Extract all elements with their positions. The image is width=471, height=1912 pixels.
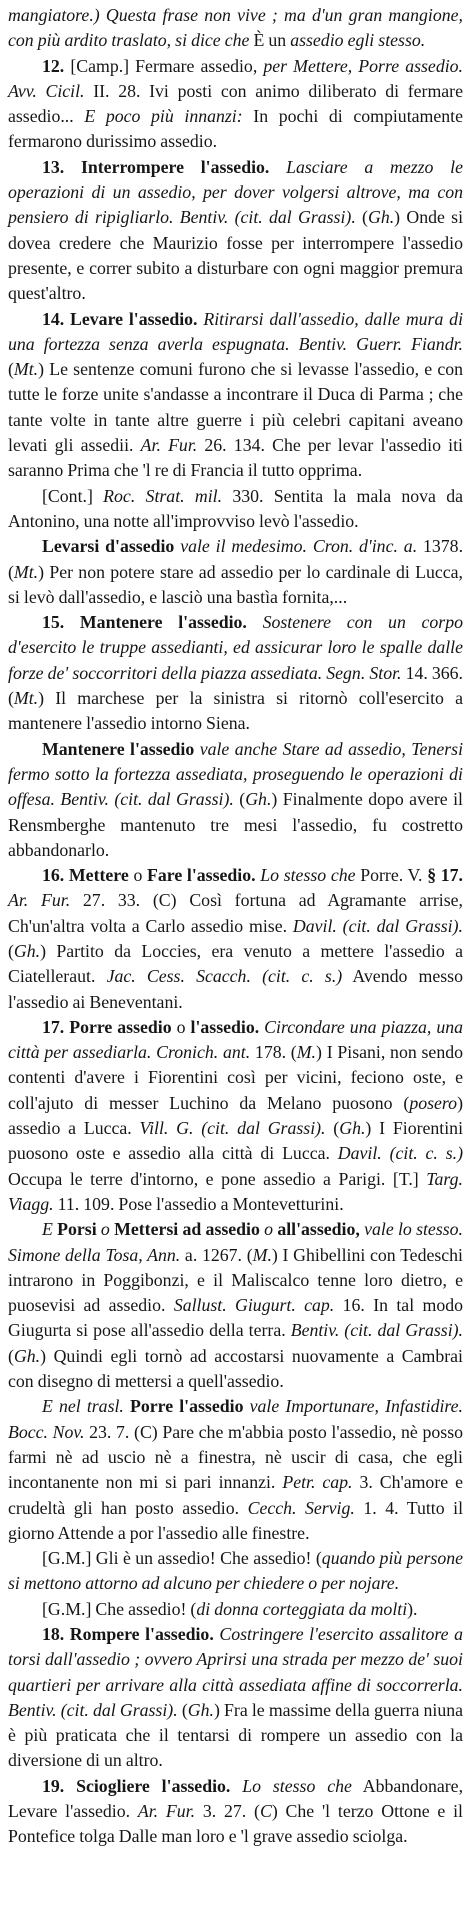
italic-text: Davil. (cit. dal Grassi). <box>292 915 463 936</box>
body-text: II. 28. Ivi posti con animo diliberato di fermare assedio... <box>8 80 463 127</box>
headword-text: 19. Sciogliere l'assedio. <box>42 1775 231 1796</box>
body-text: Avendo messo l'assedio ai Beneventani. <box>8 966 463 1012</box>
body-text: ( <box>233 789 246 810</box>
para-sense-16 <box>8 863 463 1015</box>
italic-text: E <box>42 1219 53 1240</box>
body-text: ) Quindi egli tornò ad accostarsi nuovamente a Cambrai con disegno di mettersi a quell'assedio. <box>8 1345 463 1392</box>
body-text: ) I Fiorentini puosono oste e assedio alla città di Lucca. <box>8 1118 464 1164</box>
italic-text: Ar. Fur. <box>8 890 71 911</box>
italic-text: Ar. Fur. <box>140 435 198 456</box>
body-text: ( <box>325 1118 340 1139</box>
para-gm-che-assedio <box>8 1597 463 1622</box>
para-porsi-o-mettersi <box>8 1217 463 1394</box>
body-text: 330. Sentita la mala nova da Antonino, una notte all'improvviso levò l'assedio. <box>8 485 464 531</box>
italic-text: Mt. <box>13 561 39 582</box>
headword-text: Porre l'assedio <box>130 1396 244 1417</box>
body-text: 3. Ch'amore e crudeltà gli han posto assedio. <box>8 1472 463 1518</box>
body-text: ) Onde si dovea credere che Maurizio fosse per interrompere l'assedio presente, e correr subito a disturbare con ogni maggior premura quest'altro. <box>8 207 464 304</box>
italic-text: Gh. <box>13 1345 41 1366</box>
para-levarsi-d-assedio <box>8 534 463 610</box>
body-text: ) I Ghibellini con Tedeschi intrarono in Poggibonzi, e il Maliscalco tenne loro dietro, e puosevisi ad assedio. <box>8 1244 464 1316</box>
italic-text: Gh. <box>245 789 272 810</box>
para-sense-19 <box>8 1774 463 1850</box>
body-text: ) Partito da Loccies, era venuto a mettere l'assedio a Ciatelleraut. <box>8 940 463 987</box>
italic-text: Circondare una piazza, una città per assediarla. Cronich. ant. <box>8 1016 463 1063</box>
headword-text: 17. Porre assedio <box>42 1016 172 1037</box>
headword-text: Levarsi d'assedio <box>42 536 175 557</box>
body-text: [G.M.] Che assedio! ( <box>42 1598 197 1619</box>
body-text: ) Che 'l terzo Ottone e il Pontefice tolga Dalle man loro e 'l grave assedio sciolga. <box>8 1801 463 1847</box>
italic-text: Lo stesso che <box>242 1775 352 1796</box>
body-text: 16. In tal modo Giugurta si pose all'assedio della terra. <box>8 1295 463 1341</box>
body-text: 178. ( <box>250 1042 297 1063</box>
body-text: 27. 33. (C) Così fortuna ad Agramante arrise, Ch'un'altra volta a Carlo assedio mise. <box>8 890 463 936</box>
body-text: ). <box>407 1598 418 1619</box>
body-text: o <box>128 865 148 886</box>
body-text: [Cont.] <box>42 485 104 506</box>
italic-text: Jac. Cess. Scacch. (cit. c. s.) <box>106 966 343 987</box>
italic-text: per Mettere, Porre assedio. Avv. Cicil. <box>8 55 463 101</box>
italic-text: Ar. Fur. <box>137 1801 196 1822</box>
italic-text: mangiatore.) Questa frase non vive ; ma d'un gran mangione, con più ardito traslato, si dice che <box>8 5 463 51</box>
body-text: 11. 109. Pose l'assedio a Montevetturini. <box>53 1193 344 1214</box>
italic-text: Targ. Viagg. <box>8 1168 463 1214</box>
body-text: Abbandonare, Levare l'assedio. <box>8 1775 464 1822</box>
headword-text: 12. <box>42 55 65 76</box>
body-text: ) Finalmente dopo avere il Rensmberghe mantenuto tre mesi l'assedio, fu costretto abbandonarlo. <box>8 789 463 860</box>
body-text: a. 1267. ( <box>180 1244 253 1265</box>
body-text <box>230 1776 242 1796</box>
headword-text: 15. Mantenere l'assedio. <box>42 612 247 633</box>
body-text: ) I Pisani, non sendo contenti d'avere i Fiorentini così per vicini, feciono oste, e coll'ajuto di messer Luchino da Melano puosono ( <box>8 1042 463 1113</box>
italic-text: E poco più innanzi: <box>84 106 243 127</box>
body-text: ) Per non potere stare ad assedio per lo cardinale di Lucca, si levò dall'assedio, e lasciò una bastìa fornita,... <box>8 561 463 607</box>
para-mantenere-vale-anche <box>8 737 463 863</box>
headword-text: 13. Interrompere l'assedio. <box>42 156 270 177</box>
italic-text: Sallust. Giugurt. cap. <box>173 1295 335 1316</box>
italic-text: Roc. Strat. mil. <box>103 485 223 506</box>
italic-text: a. <box>403 536 418 557</box>
body-text: ( <box>177 1699 188 1720</box>
body-text: 14. 366. ( <box>8 662 464 709</box>
headword-text: Porsi <box>57 1219 97 1240</box>
italic-text: Gh. <box>13 940 41 961</box>
headword-text: 16. Mettere <box>42 865 129 886</box>
italic-text: Mt. <box>13 359 39 380</box>
italic-text: Gh. <box>339 1118 366 1139</box>
para-sense-15 <box>8 610 463 736</box>
italic-text: Gh. <box>187 1699 214 1720</box>
body-text: 1378. ( <box>8 536 464 582</box>
headword-text: § 17. <box>427 865 463 886</box>
italic-text: Ritirarsi dall'assedio, dalle mura di una fortezza senza averla espugnata. Bentiv. Guerr. Fiandr. <box>8 308 464 354</box>
italic-text: C <box>259 1801 272 1822</box>
body-text: ( <box>8 940 14 961</box>
italic-text: Gh. <box>367 207 395 228</box>
italic-text: Lasciare a mezzo le operazioni di un assedio, per dover volgersi altrove, ma con pensiero di ripigliarlo. Bentiv. (cit. dal Grassi). <box>8 156 463 228</box>
italic-text: Lo stesso che <box>260 865 356 886</box>
body-text <box>247 612 263 632</box>
italic-text: di donna corteggiata da molti <box>196 1598 408 1619</box>
italic-text: Davil. (cit. c. s.) <box>337 1143 463 1164</box>
headword-text: Mantenere l'assedio <box>42 738 195 759</box>
italic-text: Bentiv. (cit. dal Grassi). <box>290 1320 463 1341</box>
headword-text: Fare l'assedio. <box>147 865 256 886</box>
para-sense-13 <box>8 155 463 307</box>
italic-text: vale anche Stare ad assedio, Tenersi fermo sotto la fortezza assediata, proseguendo le operazioni di offesa. Bentiv. (cit. dal Grassi). <box>8 738 464 810</box>
para-sense-18 <box>8 1622 463 1774</box>
italic-text: Petr. cap. <box>282 1472 353 1493</box>
para-cont-roc-strat <box>8 484 463 535</box>
para-gm-gli-e-un-assedio <box>8 1546 463 1597</box>
italic-text: Mt. <box>13 688 39 709</box>
body-text: ( <box>8 359 14 380</box>
body-text: 23. 7. (C) Pare che m'abbia posto l'assedio, nè posso farmi nè ad uscio nè a finestra, nè uscir di casa, che egli incontanente non mi si pari innanzi. <box>8 1421 464 1493</box>
italic-text: vale lo stesso. Simone della Tosa, Ann. <box>8 1219 463 1265</box>
body-text: ( <box>355 207 368 228</box>
body-text: ) Il marchese per la sinistra si ritornò coll'esercito a mantenere l'assedio intorno Siena. <box>8 688 463 734</box>
body-text: In pochi di compiutamente fermarono durissimo assedio. <box>8 106 463 152</box>
italic-text: M. <box>296 1042 316 1063</box>
body-text: 1. 4. Tutto il giorno Attende a por l'assedio alle finestre. <box>8 1497 464 1543</box>
body-text: ( <box>8 1345 14 1366</box>
para-sense-17 <box>8 1015 463 1217</box>
body-text <box>269 157 286 177</box>
italic-text: Cecch. Servig. <box>247 1497 355 1518</box>
body-text: ) assedio a Lucca. <box>8 1092 463 1139</box>
body-text: Occupa le terre d'intorno, e pone assedio a Parigi. [T.] <box>8 1168 427 1189</box>
italic-text: posero <box>409 1092 458 1113</box>
body-text: ) Fra le massime della guerra niuna è più praticata che il tentarsi di rompere un assedio con la diversione di un altro. <box>8 1699 464 1771</box>
italic-text: vale Importunare, Infastidire. Bocc. Nov. <box>8 1396 463 1442</box>
italic-text: M. <box>252 1244 272 1265</box>
body-text: ) Le sentenze comuni furono che si levasse l'assedio, e con tutte le forze unite s'andasse a incontrare il Duca di Parma ; che tante volte in tante altre guerre i più celebri capitani aveano levati gli assedii. <box>8 359 463 456</box>
headword-text: l'assedio. <box>190 1016 260 1037</box>
body-text: 26. 134. Che per levar l'assedio iti saranno Prima che 'l re di Francia il tutto opprima. <box>8 435 463 481</box>
italic-text: Sostenere con un corpo d'esercito le truppe assedianti, ed assicurar loro le spalle dalle forze de' soccorritori della piazza assediata. Segn. Stor. <box>8 612 464 683</box>
italic-text: vale il medesimo. Cron. d'inc. <box>180 536 398 557</box>
italic-text: Costringere l'esercito assalitore a torsi dall'assedio ; ovvero Aprirsi una strada per mezzo de' suoi quartieri per arrivare alla città assediata affine di soccorrerla. Bentiv. (cit. dal Grassi). <box>8 1624 463 1720</box>
body-text: [G.M.] Gli è un assedio! Che assedio! ( <box>42 1548 322 1569</box>
headword-text: 14. Levare l'assedio. <box>42 308 198 329</box>
para-sense-12 <box>8 54 463 155</box>
body-text: Porre. V. <box>355 865 428 886</box>
italic-text: Vill. G. (cit. dal Grassi). <box>139 1118 326 1139</box>
italic-text: quando più persone si mettono attorno ad alcuno per chiedere o per nojare. <box>8 1548 463 1594</box>
headword-text: Mettersi ad assedio <box>114 1219 260 1240</box>
para-continuation-mangiatore <box>8 3 463 54</box>
body-text: o <box>171 1016 191 1037</box>
para-nel-trasl <box>8 1394 463 1546</box>
para-sense-14 <box>8 307 463 484</box>
italic-text: o <box>100 1219 110 1240</box>
body-text: [Camp.] Fermare assedio, <box>64 55 264 76</box>
headword-text: all'assedio, <box>277 1219 360 1240</box>
italic-text: assedio egli stesso. <box>290 30 426 51</box>
headword-text: 18. Rompere l'assedio. <box>42 1624 214 1644</box>
body-text: È un <box>249 30 291 51</box>
italic-text: o <box>264 1219 274 1240</box>
italic-text: E nel trasl. <box>42 1396 124 1417</box>
body-text: 3. 27. ( <box>195 1801 260 1822</box>
